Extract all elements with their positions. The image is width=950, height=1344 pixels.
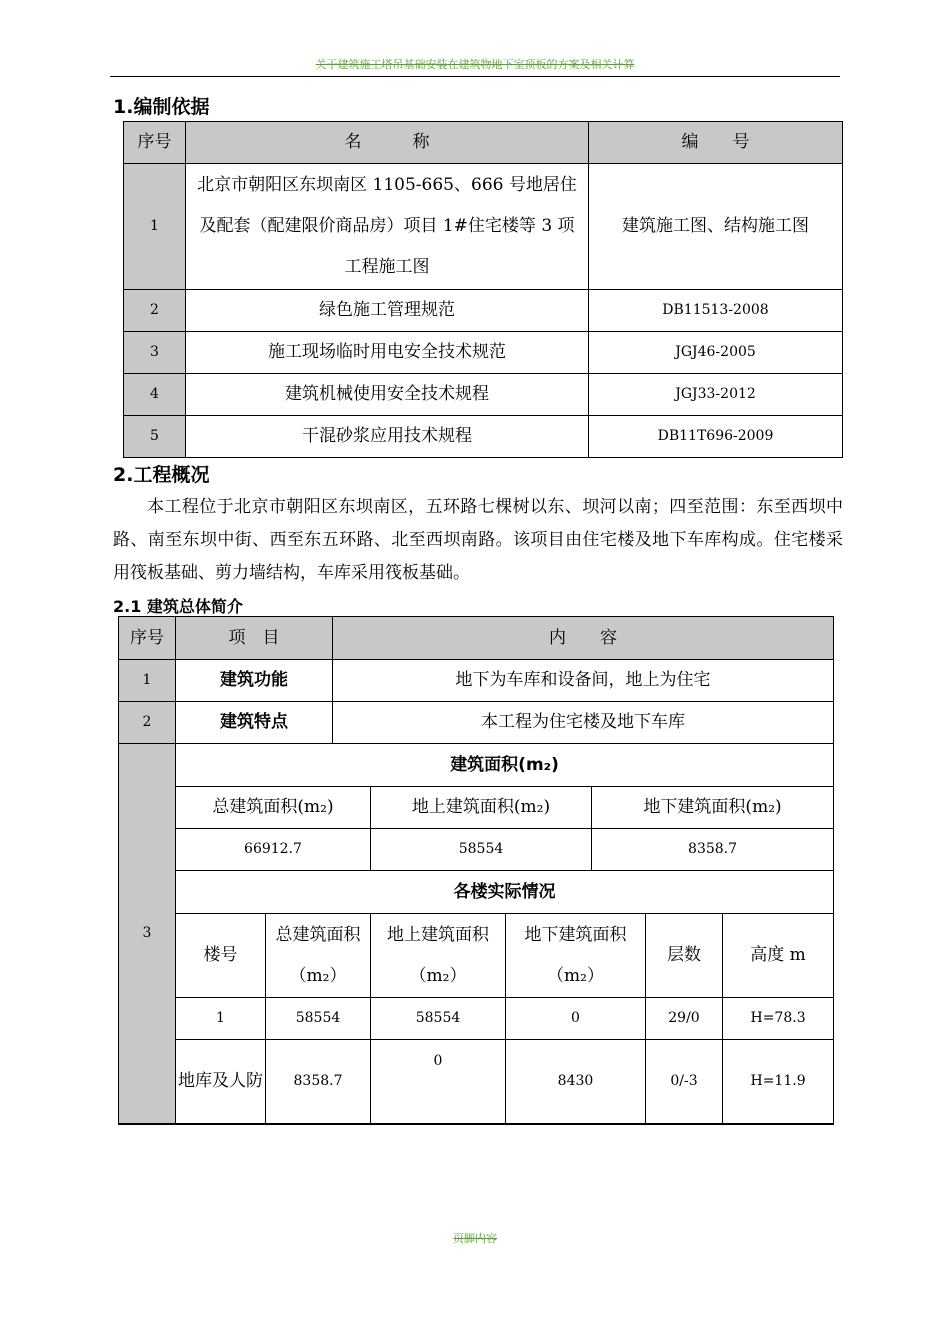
building-floors: 0/-3 [646, 1040, 723, 1124]
area-value-above: 58554 [371, 829, 592, 871]
building-no: 地库及人防 [176, 1040, 266, 1124]
area-header-below: 地下建筑面积(m₂) [592, 787, 834, 829]
table-row [119, 998, 834, 1040]
building-header-no: 楼号 [176, 914, 266, 998]
area-header-above: 地上建筑面积(m₂) [371, 787, 592, 829]
summary-header-row [119, 617, 834, 660]
section21-title: 2.1 建筑总体简介 [113, 597, 243, 616]
area-value-total: 66912.7 [176, 829, 371, 871]
header-content: 内 容 [333, 617, 834, 660]
building-summary-table [118, 616, 834, 1125]
header-code: 编 号 [589, 122, 843, 164]
table-row [119, 660, 834, 702]
building-total: 8358.7 [266, 1040, 371, 1124]
table-header-row [124, 122, 843, 164]
row-name: 绿色施工管理规范 [186, 290, 589, 332]
building-header-total: 总建筑面积（m₂） [266, 914, 371, 998]
table-row [124, 290, 843, 332]
area-header-total: 总建筑面积(m₂) [176, 787, 371, 829]
area-header-row [119, 787, 834, 829]
header-no: 序号 [119, 617, 176, 660]
row-no: 1 [124, 164, 186, 290]
row-no: 1 [119, 660, 176, 702]
building-title: 各楼实际情况 [176, 871, 834, 914]
row-name: 施工现场临时用电安全技术规范 [186, 332, 589, 374]
building-header-below: 地下建筑面积（m₂） [506, 914, 646, 998]
table-row [124, 164, 843, 290]
table-row [124, 374, 843, 416]
building-title-row [119, 871, 834, 914]
row-no: 4 [124, 374, 186, 416]
building-header-height: 高度 m [723, 914, 834, 998]
row-no: 3 [124, 332, 186, 374]
table-row [119, 1040, 834, 1124]
area-value-below: 8358.7 [592, 829, 834, 871]
header-no: 序号 [124, 122, 186, 164]
area-values-row [119, 829, 834, 871]
project-overview-paragraph: 本工程位于北京市朝阳区东坝南区，五环路七棵树以东、坝河以南；四至范围：东至西坝中路、南至东坝中街、西至东五环路、北至西坝南路。该项目由住宅楼及地下车库构成。住宅楼采用筏板基础、剪力墙结构，车库采用筏板基础。 [113, 497, 843, 583]
row-code: DB11513-2008 [589, 290, 843, 332]
row-name: 北京市朝阳区东坝南区 1105-665、666 号地居住及配套（配建限价商品房）项目 1#住宅楼等 3 项工程施工图 [186, 164, 589, 290]
building-above: 58554 [371, 998, 506, 1040]
area-title: 建筑面积(m₂) [176, 744, 834, 787]
row-no: 5 [124, 416, 186, 458]
building-below: 0 [506, 998, 646, 1040]
building-header-above: 地上建筑面积（m₂） [371, 914, 506, 998]
building-floors: 29/0 [646, 998, 723, 1040]
row-code: DB11T696-2009 [589, 416, 843, 458]
row-code: JGJ46-2005 [589, 332, 843, 374]
area-title-row [119, 744, 834, 787]
row-no: 2 [124, 290, 186, 332]
section1-title: 1.编制依据 [113, 96, 210, 118]
building-height: H=11.9 [723, 1040, 834, 1124]
row-code: 建筑施工图、结构施工图 [589, 164, 843, 290]
header-item: 项 目 [176, 617, 333, 660]
row-content: 地下为车库和设备间，地上为住宅 [333, 660, 834, 702]
building-header-row [119, 914, 834, 998]
table-row [124, 332, 843, 374]
building-below: 8430 [506, 1040, 646, 1124]
header-name: 名 称 [186, 122, 589, 164]
section2-title: 2.工程概况 [113, 464, 210, 486]
building-total: 58554 [266, 998, 371, 1040]
row-content: 本工程为住宅楼及地下车库 [333, 702, 834, 744]
building-height: H=78.3 [723, 998, 834, 1040]
row-name: 建筑机械使用安全技术规程 [186, 374, 589, 416]
table-row [119, 702, 834, 744]
page-footer: 页脚内容 [453, 1232, 497, 1245]
row-code: JGJ33-2012 [589, 374, 843, 416]
building-no: 1 [176, 998, 266, 1040]
row-no: 3 [119, 744, 176, 1124]
row-item: 建筑功能 [176, 660, 333, 702]
page-header: 关于建筑施工塔吊基础安装在建筑物地下室顶板的方案及相关计算 [110, 56, 840, 77]
reference-table [123, 121, 843, 458]
row-name: 干混砂浆应用技术规程 [186, 416, 589, 458]
building-above: 0 [371, 1040, 506, 1124]
table-row [124, 416, 843, 458]
building-header-floors: 层数 [646, 914, 723, 998]
row-no: 2 [119, 702, 176, 744]
row-item: 建筑特点 [176, 702, 333, 744]
